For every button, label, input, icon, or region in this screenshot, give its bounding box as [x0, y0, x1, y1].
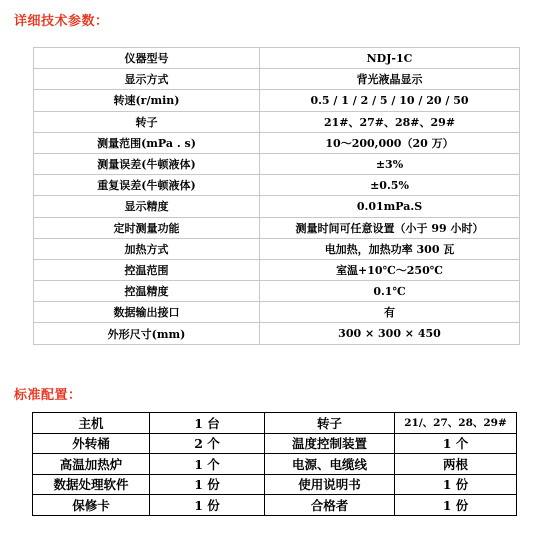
spec-value: NDJ-1C [260, 48, 520, 69]
config-item: 电源、电缆线 [265, 454, 395, 475]
config-item: 高温加热炉 [33, 454, 150, 475]
spec-label: 数据输出接口 [34, 302, 260, 323]
spec-value: 背光液晶显示 [260, 69, 520, 90]
spec-label: 显示精度 [34, 196, 260, 217]
config-quantity: 1 份 [150, 495, 265, 516]
spec-value: 0.5 / 1 / 2 / 5 / 10 / 20 / 50 [260, 90, 520, 111]
config-table [32, 412, 517, 516]
spec-value: 21#、27#、28#、29# [260, 111, 520, 132]
table-row [34, 69, 520, 90]
table-row [33, 413, 517, 434]
spec-label: 仪器型号 [34, 48, 260, 69]
table-row [34, 238, 520, 259]
config-quantity: 1 份 [395, 495, 517, 516]
spec-value: ±3% [260, 153, 520, 174]
spec-value: 0.1℃ [260, 281, 520, 302]
table-row [34, 259, 520, 280]
config-heading: 标准配置： [14, 388, 82, 403]
table-row [34, 302, 520, 323]
config-item: 保修卡 [33, 495, 150, 516]
table-row [34, 90, 520, 111]
config-item: 转子 [265, 413, 395, 434]
table-row [34, 153, 520, 174]
spec-value: 室温+10℃～250℃ [260, 259, 520, 280]
table-row [34, 111, 520, 132]
config-quantity: 1 份 [150, 474, 265, 495]
spec-value: 有 [260, 302, 520, 323]
spec-value: 测量时间可任意设置（小于 99 小时） [260, 217, 520, 238]
table-row [33, 454, 517, 475]
config-quantity: 1 个 [150, 454, 265, 475]
spec-label: 外形尺寸(mm) [34, 323, 260, 344]
table-row [33, 474, 517, 495]
config-item: 主机 [33, 413, 150, 434]
config-item: 温度控制装置 [265, 433, 395, 454]
table-row [33, 433, 517, 454]
config-quantity: 1 个 [395, 433, 517, 454]
spec-label: 定时测量功能 [34, 217, 260, 238]
config-quantity: 1 台 [150, 413, 265, 434]
table-row [34, 196, 520, 217]
config-item: 合格者 [265, 495, 395, 516]
table-row [34, 175, 520, 196]
table-row [33, 495, 517, 516]
spec-label: 控温精度 [34, 281, 260, 302]
spec-label: 测量误差(牛顿液体) [34, 153, 260, 174]
spec-value: ±0.5% [260, 175, 520, 196]
spec-value: 10～200,000（20 万） [260, 132, 520, 153]
table-row [34, 323, 520, 344]
spec-value: 0.01mPa.S [260, 196, 520, 217]
spec-label: 重复误差(牛顿液体) [34, 175, 260, 196]
table-row [34, 48, 520, 69]
spec-label: 控温范围 [34, 259, 260, 280]
table-row [34, 132, 520, 153]
config-quantity: 21/、27、28、29# [395, 413, 517, 434]
config-quantity: 1 份 [395, 474, 517, 495]
spec-label: 转子 [34, 111, 260, 132]
spec-value: 300 × 300 × 450 [260, 323, 520, 344]
config-quantity: 两根 [395, 454, 517, 475]
spec-label: 显示方式 [34, 69, 260, 90]
spec-value: 电加热，加热功率 300 瓦 [260, 238, 520, 259]
specs-table [33, 47, 520, 345]
spec-label: 转速(r/min) [34, 90, 260, 111]
table-row [34, 281, 520, 302]
config-item: 数据处理软件 [33, 474, 150, 495]
config-item: 外转桶 [33, 433, 150, 454]
spec-label: 加热方式 [34, 238, 260, 259]
config-item: 使用说明书 [265, 474, 395, 495]
table-row [34, 217, 520, 238]
spec-label: 测量范围(mPa . s) [34, 132, 260, 153]
specs-heading: 详细技术参数： [14, 14, 109, 29]
config-quantity: 2 个 [150, 433, 265, 454]
